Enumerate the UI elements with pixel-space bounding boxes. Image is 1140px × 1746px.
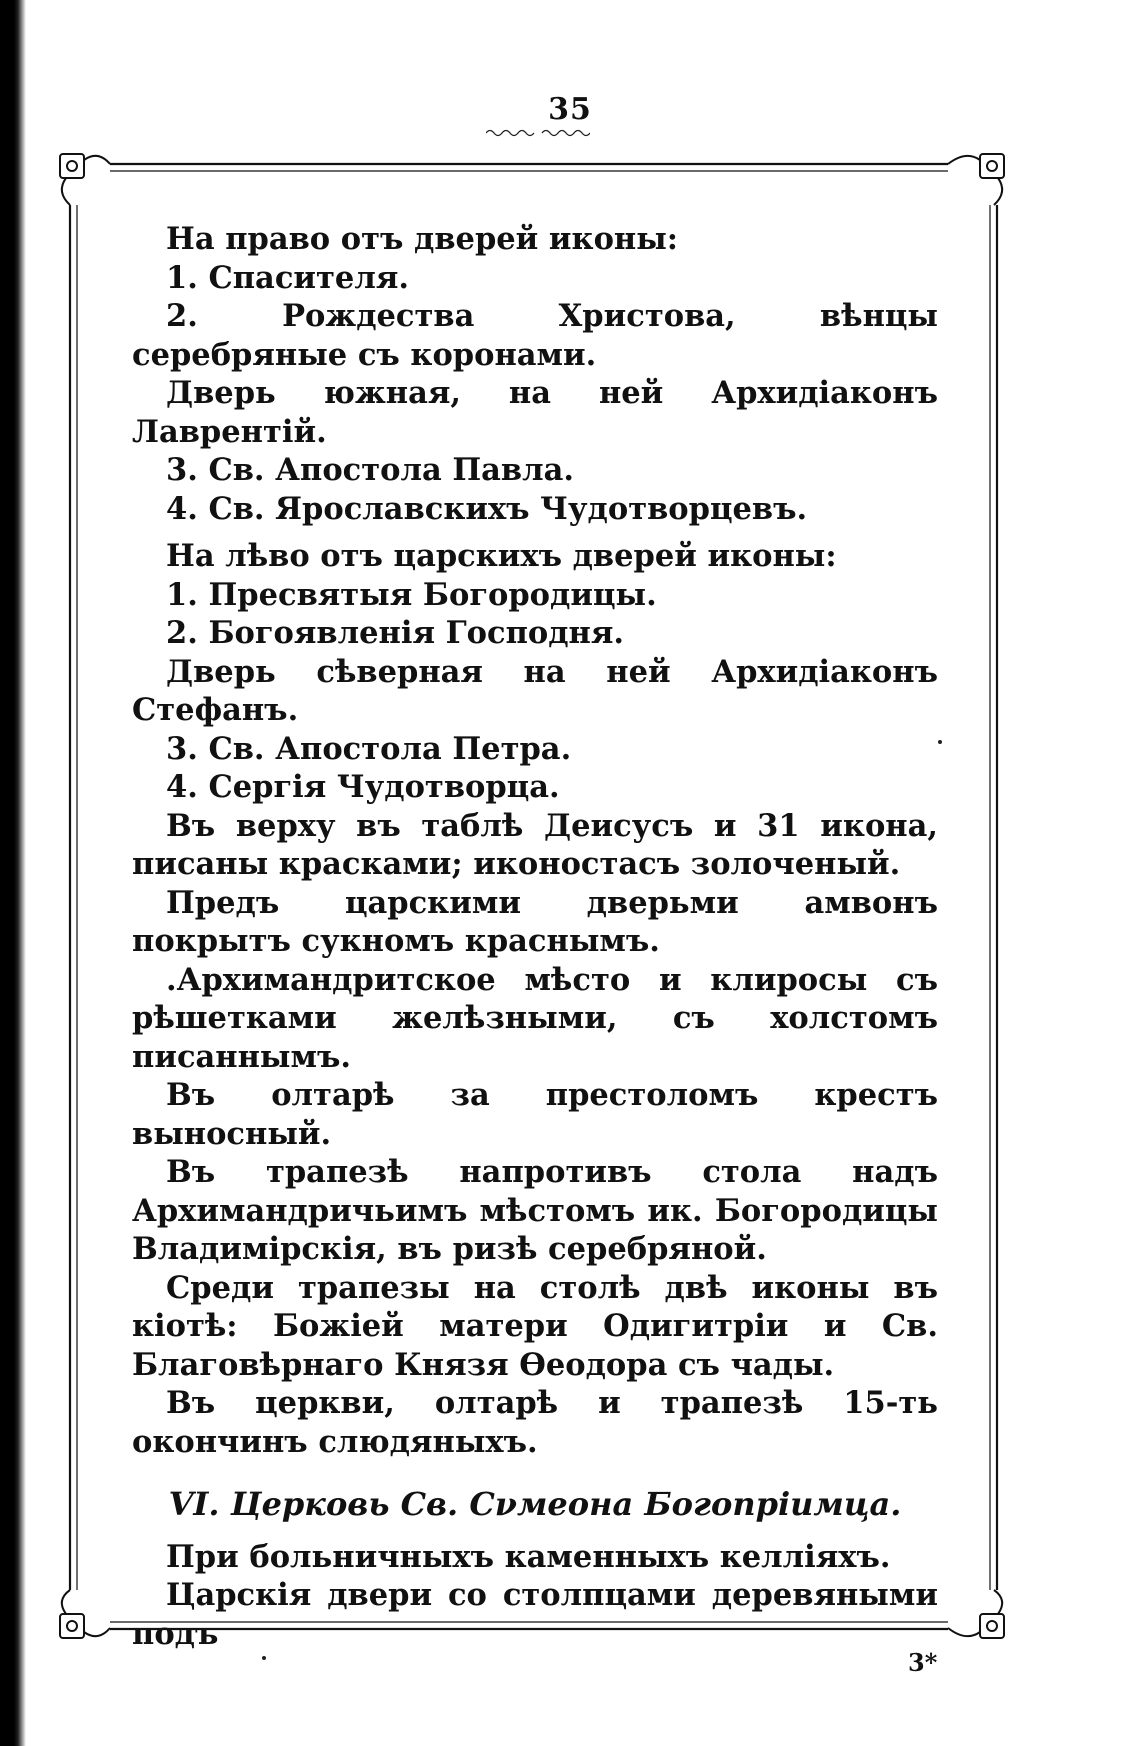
paragraph: На право отъ дверей иконы: (166, 221, 679, 257)
list-item: 4. Св. Ярославскихъ Чудотворцевъ. (166, 490, 808, 527)
paragraph: Предъ царскими дверьми амвонъ покрытъ сукномъ краснымъ. (132, 884, 938, 959)
list-item: 2. Рождества Христова, вѣнцы серебряные съ коронами. (132, 298, 938, 373)
paragraph: Въ олтарѣ за престоломъ крестъ выносный. (132, 1077, 938, 1152)
main-text (132, 220, 938, 1653)
paragraph: Въ церкви, олтарѣ и трапезѣ 15-ть окончинъ слюдяныхъ. (132, 1385, 938, 1460)
section-heading: VI. Церковь Св. Сνмеона Богопріимца. (168, 1485, 902, 1523)
list-item: 1. Спасителя. (166, 259, 409, 296)
printer-signature-mark: 3* (908, 1648, 938, 1677)
list-item: 4. Сергія Чудотворца. (166, 769, 560, 805)
scan-speck (938, 740, 942, 744)
paragraph: Дверь сѣверная на ней Архидіаконъ Стефанъ. (132, 653, 938, 728)
paragraph: Въ трапезѣ напротивъ стола надъ Архимандричьимъ мѣстомъ ик. Богородицы Владимірскія, въ ризѣ серебряной. (132, 1154, 938, 1267)
paragraph: На лѣво отъ царскихъ дверей иконы: (166, 538, 837, 574)
scan-speck (262, 1656, 266, 1660)
paragraph: При больничныхъ каменныхъ келліяхъ. (166, 1538, 891, 1575)
paragraph: Въ верху въ таблѣ Деисусъ и 31 икона, писаны красками; иконостасъ золоченый. (132, 807, 938, 882)
paragraph: Царскія двери со столпцами деревяными подъ (132, 1577, 938, 1652)
list-item: 2. Богоявленія Господня. (166, 615, 625, 651)
paragraph: Среди трапезы на столѣ двѣ иконы въ кіотѣ: Божіей матери Одигитріи и Св. Благовѣрнаго Князя Ѳеодора съ чады. (132, 1269, 938, 1383)
paragraph: .Архимандритское мѣсто и клиросы съ рѣшетками желѣзными, съ холстомъ писаннымъ. (132, 961, 938, 1075)
paragraph: Дверь южная, на ней Архидіаконъ Лаврентій. (132, 375, 938, 450)
list-item: 3. Св. Апостола Павла. (166, 452, 575, 488)
page-number: 35 (548, 92, 592, 127)
list-item: 3. Св. Апостола Петра. (166, 730, 572, 767)
list-item: 1. Пресвятыя Богородицы. (166, 576, 657, 613)
